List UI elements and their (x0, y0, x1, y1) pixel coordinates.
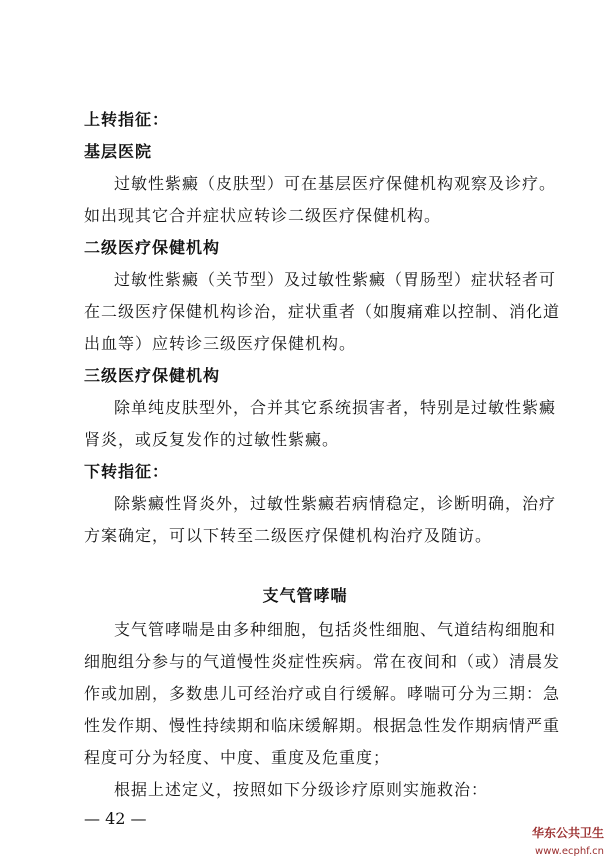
line-6: 在二级医疗保健机构诊治，症状重者（如腹痛难以控制、消化道 (84, 302, 561, 321)
watermark-cn: 华东公共卫生 (531, 826, 604, 840)
line-10: 肾炎，或反复发作的过敏性紫癜。 (84, 430, 340, 449)
line-17: 作或加剧，多数患儿可经治疗或自行缓解。哮喘可分为三期：急 (84, 684, 561, 703)
page-number: — 42 — (84, 809, 147, 828)
watermark-url: www.ecphf.cn (535, 846, 604, 857)
line-1: 基层医院 (84, 142, 153, 161)
line-4: 二级医疗保健机构 (84, 238, 221, 257)
line-0: 上转指征： (84, 110, 170, 129)
line-18: 性发作期、慢性持续期和临床缓解期。根据急性发作期病情严重 (84, 716, 561, 735)
line-19: 程度可分为轻度、中度、重度及危重度； (84, 748, 391, 767)
line-13: 方案确定，可以下转至二级医疗保健机构治疗及随访。 (84, 526, 493, 545)
line-8: 三级医疗保健机构 (84, 366, 221, 385)
line-15: 支气管哮喘是由多种细胞，包括炎性细胞、气道结构细胞和 (114, 620, 557, 639)
line-7: 出血等）应转诊三级医疗保健机构。 (84, 334, 357, 353)
line-16: 细胞组分参与的气道慢性炎症性疾病。常在夜间和（或）清晨发 (84, 652, 561, 671)
line-20: 根据上述定义，按照如下分级诊疗原则实施救治： (114, 780, 489, 799)
line-2: 过敏性紫癜（皮肤型）可在基层医疗保健机构观察及诊疗。 (114, 174, 557, 193)
line-3: 如出现其它合并症状应转诊二级医疗保健机构。 (84, 206, 442, 225)
line-12: 除紫癜性肾炎外，过敏性紫癜若病情稳定，诊断明确，治疗 (114, 494, 557, 513)
line-11: 下转指征： (84, 462, 170, 481)
section-title: 支气管哮喘 (262, 586, 348, 605)
line-9: 除单纯皮肤型外，合并其它系统损害者，特别是过敏性紫癜 (114, 398, 557, 417)
line-5: 过敏性紫癜（关节型）及过敏性紫癜（胃肠型）症状轻者可 (114, 270, 557, 289)
